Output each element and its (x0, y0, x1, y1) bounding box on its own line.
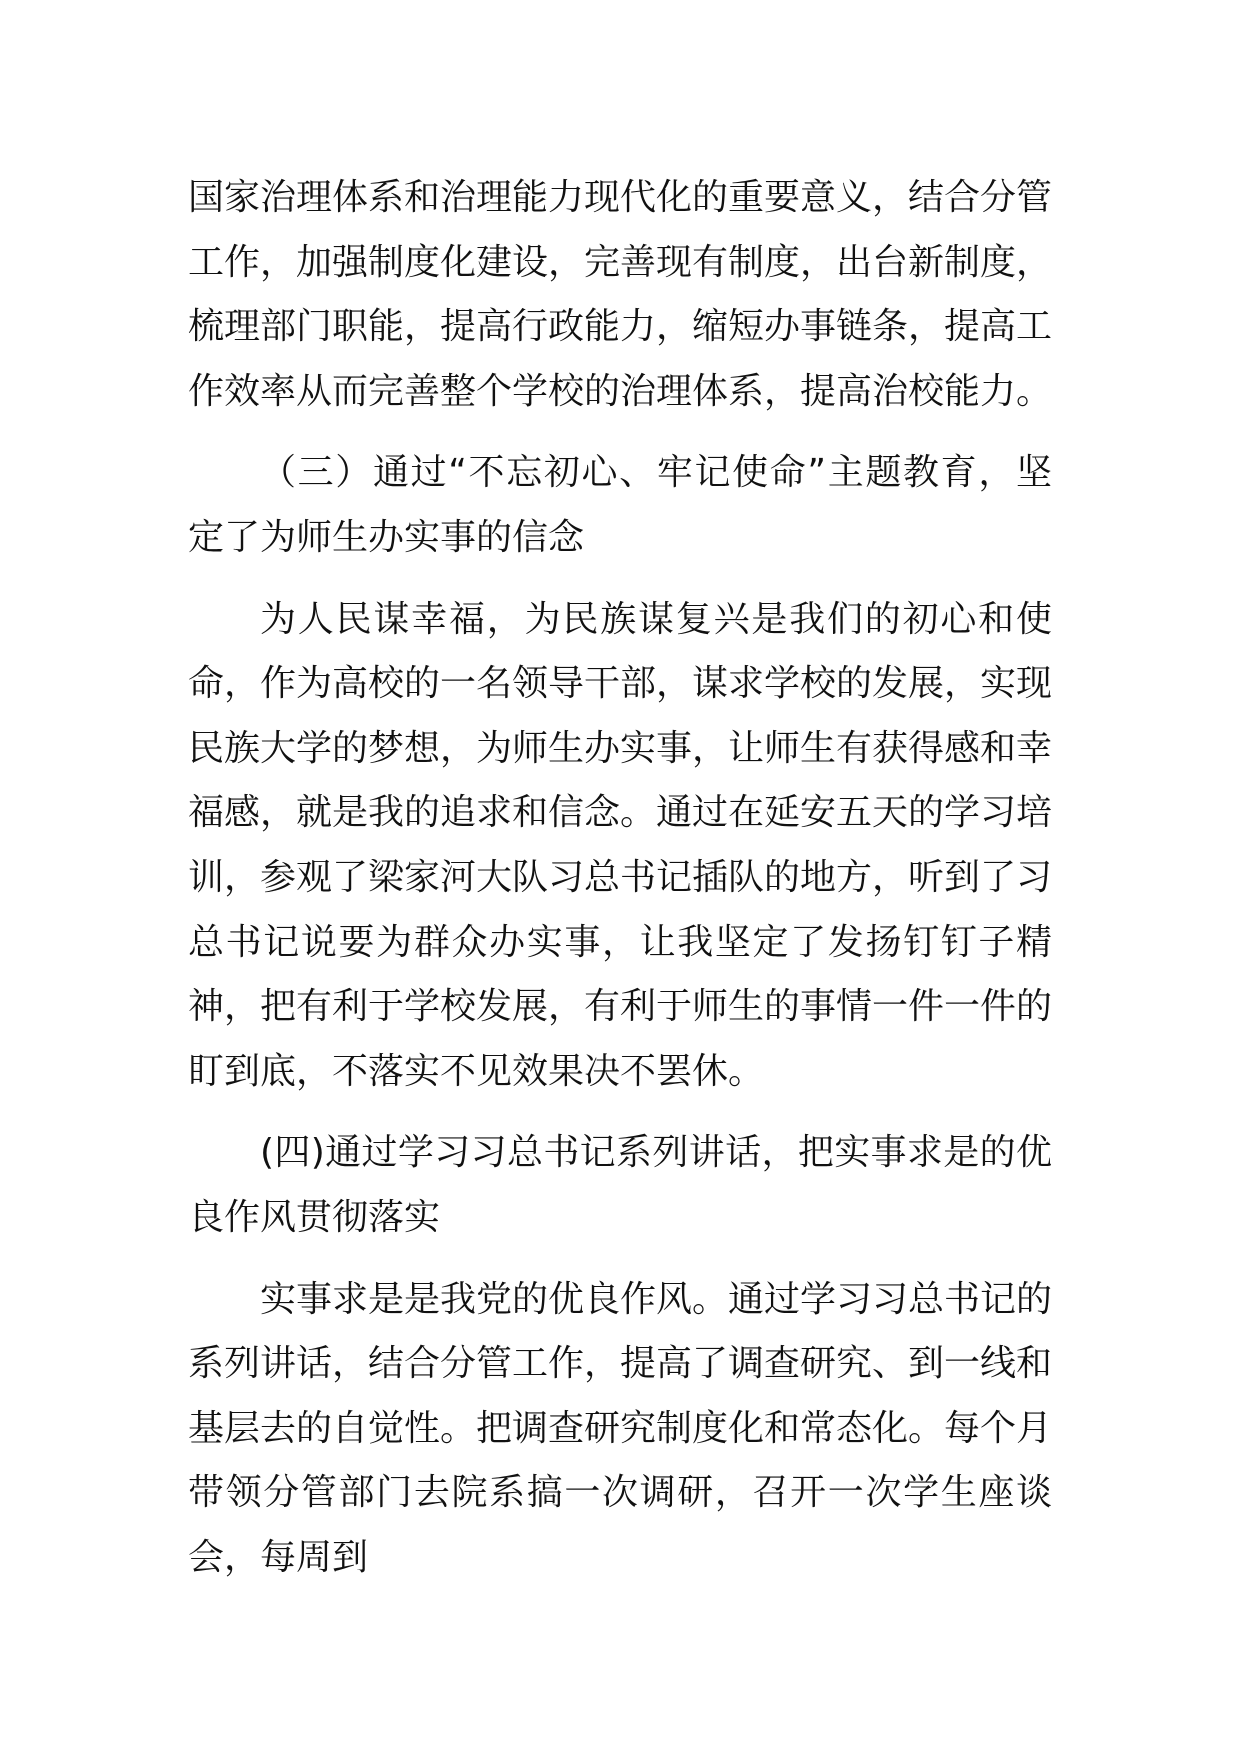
document-body (188, 166, 1052, 1607)
paragraph-section-four: 实事求是是我党的优良作风。通过学习习总书记的系列讲话，结合分管工作，提高了调查研究、到一线和基层去的自觉性。把调查研究制度化和常态化。每个月带领分管部门去院系搞一次调研，召开一次学生座谈会，每周到 (188, 1278, 1053, 1578)
paragraph-continuation: 国家治理体系和治理能力现代化的重要意义，结合分管工作，加强制度化建设，完善现有制度，出台新制度，梳理部门职能，提高行政能力，缩短办事链条，提高工作效率从而完善整个学校的治理体系，提高治校能力。 (188, 177, 1053, 412)
section-heading-three: （三）通过“不忘初心、牢记使命”主题教育，坚定了为师生办实事的信念 (188, 452, 1052, 558)
section-heading-four: (四)通过学习习总书记系列讲话，把实事求是的优良作风贯彻落实 (188, 1132, 1052, 1238)
paragraph-section-three: 为人民谋幸福，为民族谋复兴是我们的初心和使命，作为高校的一名领导干部，谋求学校的发展，实现民族大学的梦想，为师生办实事，让师生有获得感和幸福感，就是我的追求和信念。通过在延安五天的学习培训，参观了梁家河大队习总书记插队的地方，听到了习总书记说要为群众办实事，让我坚定了发扬钉钉子精神，把有利于学校发展，有利于师生的事情一件一件的盯到底，不落实不见效果决不罢休。 (188, 598, 1053, 1092)
